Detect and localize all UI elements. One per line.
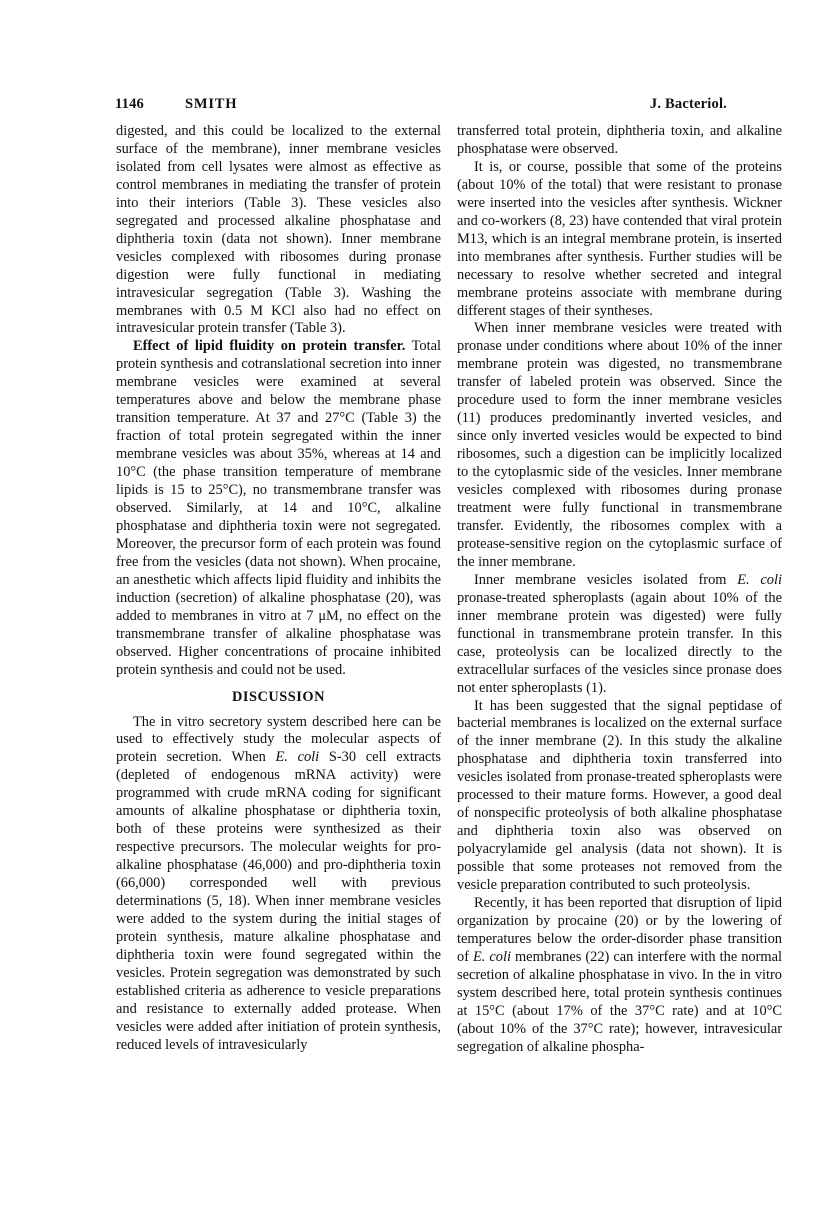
paragraph-text: The in vitro secretory system described here can be used to effectively study the molecular aspects of protein secretion. When <box>116 713 441 766</box>
journal-name: J. Bacteriol. <box>649 96 727 112</box>
page-number: 1146 <box>115 96 144 112</box>
paragraph <box>457 572 782 698</box>
running-header <box>115 96 727 114</box>
left-column <box>116 123 441 1055</box>
paragraph-text: pronase-treated spheroplasts (again about 10% of the inner membrane protein was digested) were fully functional in transmembrane protein transfer. In this case, proteolysis can be localized directly to the extracellular surfaces of the vesicles since pronase does not enter spheroplasts (1). <box>457 589 782 696</box>
paragraph-text: Total protein synthesis and cotranslational secretion into inner membrane vesicles were examined at several temperatures above and below the membrane phase transition temperature. At 37 and 27°C (Table 3) the fraction of total protein segregated within the inner membrane vesicles was about 35%, whereas at 14 and 10°C (the phase transition temperature of membrane lipids is 15 to 25°C), no transmembrane transfer was observed. Similarly, at 14 and 10°C, alkaline phosphatase and diphtheria toxin were not segregated. Moreover, the precursor form of each protein was found free from the vesicles (data not shown). When procaine, an anesthetic which affects lipid fluidity and inhibits the induction (secretion) of alkaline phosphatase (20), was added to membranes in vitro at 7 μM, no effect on the transmembrane transfer of alkaline phosphatase was observed. Higher concentrations of procaine inhibited protein synthesis and could not be used. <box>116 338 441 678</box>
paragraph: transferred total protein, diphtheria toxin, and alkaline phosphatase were observed. <box>457 123 782 157</box>
right-column <box>457 123 782 1057</box>
paragraph <box>457 895 782 1057</box>
paragraph: digested, and this could be localized to the external surface of the membrane), inner membrane vesicles isolated from cell lysates were almost as effective as control membranes in mediating the transfer of protein into their interiors (Table 3). These vesicles also segregated and processed alkaline phosphatase and diphtheria toxin (data not shown). Inner membrane vesicles complexed with ribosomes during pronase digestion were fully functional in mediating intravesicular segregation (Table 3). Washing the membranes with 0.5 M KCl also had no effect on intravesicular protein transfer (Table 3). <box>116 123 441 337</box>
paragraph <box>116 338 441 679</box>
species-name: E. coli <box>473 948 511 965</box>
paragraph-text: S-30 cell extracts (depleted of endogenous mRNA activity) were programmed with crude mRNA coding for significant amounts of alkaline phosphatase or diphtheria toxin, both of these proteins were synthesized as their respective precursors. The molecular weights for pro-alkaline phosphatase (46,000) and pro-diphtheria toxin (66,000) corresponded well with previous determinations (5, 18). When inner membrane vesicles were added to the system during the initial stages of protein synthesis, mature alkaline phosphatase and diphtheria toxin were found segregated within the vesicles. Protein segregation was demonstrated by such established criteria as adherence to vesicle preparations and resistance to externally added protease. When vesicles were added after initiation of protein synthesis, reduced levels of intravesicularly <box>116 749 441 1053</box>
paragraph <box>116 714 441 1055</box>
run-in-heading: Effect of lipid fluidity on protein transfer. <box>133 338 406 355</box>
paragraph: When inner membrane vesicles were treated with pronase under conditions where about 10% of the inner membrane protein was digested, no transmembrane transfer of labeled protein was observed. Since the procedure used to form the inner membrane vesicles (11) produces predominantly inverted vesicles, and since only inverted vesicles would be expected to bind ribosomes, such a digestion can be implicitly localized to the cytoplasmic side of the vesicles. Inner membrane vesicles complexed with ribosomes during pronase treatment were fully functional in transmembrane transfer. Evidently, the ribosomes complex with a protease-sensitive region on the cytoplasmic surface of the inner membrane. <box>457 320 782 570</box>
section-title: DISCUSSION <box>232 688 325 705</box>
paragraph-text: Recently, it has been reported that disruption of lipid organization by procaine (20) or by the lowering of temperatures below the order-disorder phase transition of <box>457 894 782 965</box>
paragraph: It is, or course, possible that some of the proteins (about 10% of the total) that were resistant to pronase were inserted into the vesicles after synthesis. Wickner and co-workers (8, 23) have contended that viral protein M13, which is an integral membrane protein, is inserted into membranes after synthesis. Further studies will be necessary to resolve whether secreted and integral membrane proteins associate with membrane during different stages of their syntheses. <box>457 158 782 319</box>
paragraph-text: membranes (22) can interfere with the normal secretion of alkaline phosphatase in vivo. In the in vitro system described here, total protein synthesis continues at 15°C (about 17% of the 37°C rate) and at 10°C (about 10% of the 37°C rate); however, intravesicular segregation of alkaline phospha- <box>457 948 782 1055</box>
species-name: E. coli <box>737 571 782 588</box>
paragraph-text: Inner membrane vesicles isolated from <box>474 571 738 588</box>
paragraph: It has been suggested that the signal peptidase of bacterial membranes is localized on the external surface of the inner membrane (2). In this study the alkaline phosphatase and diphtheria toxin transferred into vesicles isolated from pronase-treated spheroplasts were processed to their mature forms. However, a good deal of nonspecific proteolysis of both alkaline phosphatase and diphtheria toxin also was observed on polyacrylamide gel analysis (data not shown). It is possible that some proteases not removed from the vesicle preparation contributed to such proteolysis. <box>457 697 782 894</box>
running-author: SMITH <box>185 96 238 112</box>
species-name: E. coli <box>275 749 320 766</box>
